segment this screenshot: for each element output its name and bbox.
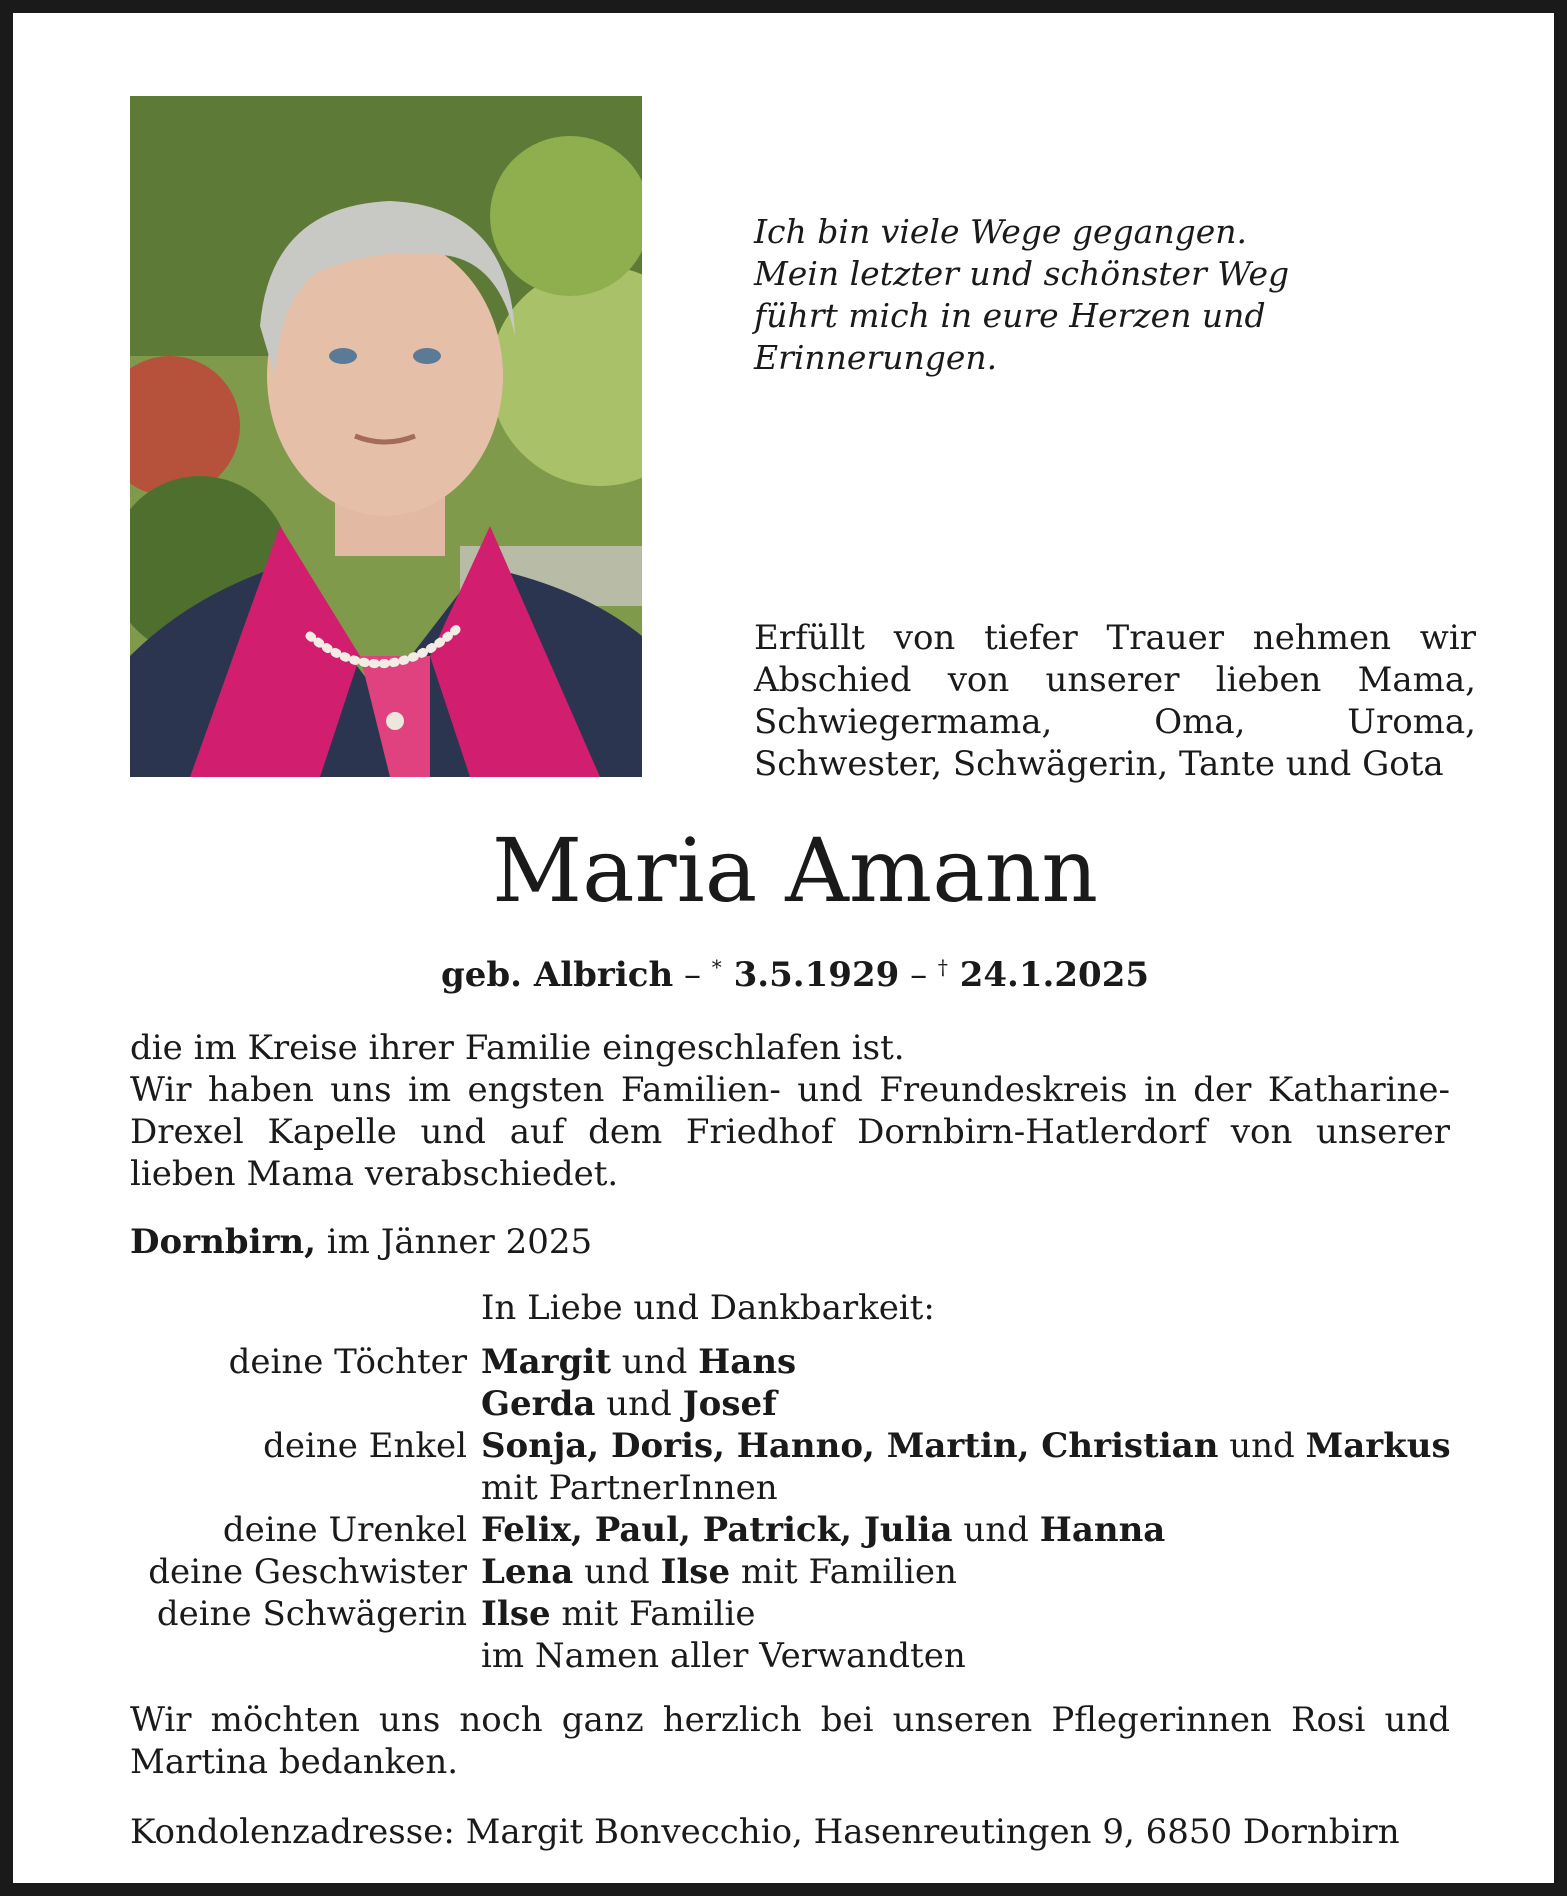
birth-date: 3.5.1929 (733, 955, 900, 995)
signature-row (130, 1635, 1470, 1677)
connector-text: und (1218, 1426, 1306, 1466)
relative-name: Ilse (481, 1594, 551, 1634)
quote-line: Erinnerungen. (754, 338, 998, 377)
connector-text: mit PartnerInnen (481, 1468, 778, 1508)
quote-line: Ich bin viele Wege gegangen. (754, 212, 1247, 251)
relative-name: Markus (1305, 1426, 1451, 1466)
death-symbol: † (937, 955, 948, 979)
relative-name: Hans (698, 1342, 797, 1382)
death-date: 24.1.2025 (959, 955, 1150, 995)
portrait-photo (130, 96, 642, 777)
connector-text: und (595, 1384, 683, 1424)
relative-name: Gerda (481, 1384, 596, 1424)
relatives-names (481, 1383, 777, 1425)
dates-separator: – (673, 955, 712, 995)
body-line: die im Kreise ihrer Familie eingeschlafen ist. (130, 1028, 905, 1068)
quote-line: führt mich in eure Herzen und (754, 296, 1266, 335)
intro-text: Erfüllt von tiefer Trauer nehmen wir Abschied von unserer lieben Mama, Schwiegermama, Oma, Uroma, Schwester, Schwägerin, Tante und Gota (754, 618, 1476, 784)
connector-text: im Namen aller Verwandten (481, 1636, 966, 1676)
condolence-address: Kondolenzadresse: Margit Bonvecchio, Hasenreutingen 9, 6850 Dornbirn (130, 1812, 1400, 1852)
relation-label: deine Enkel (263, 1426, 467, 1466)
life-dates (130, 945, 1460, 997)
relation-label: deine Töchter (228, 1342, 467, 1382)
signature-row (130, 1341, 1470, 1383)
signature-row (130, 1425, 1470, 1467)
relation-label: deine Geschwister (148, 1552, 467, 1592)
relative-name: Margit (481, 1342, 611, 1382)
relation-label (130, 1467, 481, 1509)
portrait-illustration (130, 96, 642, 777)
body-paragraph: Wir haben uns im engsten Familien- und Freundeskreis in der Katharine-Drexel Kapelle und auf dem Friedhof Dornbirn-Hatlerdorf von unserer lieben Mama verabschiedet. (130, 1070, 1450, 1194)
relative-name: Sonja, Doris, Hanno, Martin, Christian (481, 1426, 1219, 1466)
signature-row (130, 1551, 1470, 1593)
relation-label (130, 1635, 481, 1677)
relatives-names (481, 1635, 966, 1677)
connector-text: und (952, 1510, 1040, 1550)
relatives-names (481, 1425, 1451, 1467)
relative-name: Lena (481, 1552, 574, 1592)
connector-text: und (610, 1342, 699, 1382)
relatives-names (481, 1341, 796, 1383)
relatives-names (481, 1551, 957, 1593)
relatives-names (481, 1509, 1165, 1551)
deceased-name: Maria Amann (491, 819, 1099, 922)
relation-label (130, 1383, 481, 1425)
memorial-quote (754, 211, 1314, 379)
quote-line: Mein letzter und schönster Weg (754, 254, 1290, 293)
place-city: Dornbirn, (130, 1222, 316, 1262)
signature-list (130, 1341, 1470, 1677)
place-date-text: im Jänner 2025 (315, 1222, 593, 1262)
thanks-text: Wir möchten uns noch ganz herzlich bei unseren Pflegerinnen Rosi und Martina bedanken. (130, 1700, 1450, 1782)
connector-text: und (573, 1552, 661, 1592)
relation-label: deine Urenkel (222, 1510, 467, 1550)
signature-row (130, 1593, 1470, 1635)
birth-name: geb. Albrich (440, 955, 674, 995)
relative-name: Hanna (1039, 1510, 1166, 1550)
dates-separator: – (899, 955, 938, 995)
relatives-names (481, 1593, 756, 1635)
signature-row (130, 1383, 1470, 1425)
connector-text: mit Familien (730, 1552, 957, 1592)
relatives-names (481, 1467, 778, 1509)
signature-header: In Liebe und Dankbarkeit: (481, 1288, 935, 1328)
relative-name: Ilse (660, 1552, 731, 1592)
relation-label: deine Schwägerin (156, 1594, 467, 1634)
relative-name: Felix, Paul, Patrick, Julia (481, 1510, 953, 1550)
place-date (130, 1221, 592, 1263)
signature-row (130, 1467, 1470, 1509)
relative-name: Josef (682, 1384, 777, 1424)
connector-text: mit Familie (550, 1594, 756, 1634)
announcement-body (130, 1027, 1450, 1195)
birth-symbol: * (711, 955, 722, 979)
signature-row (130, 1509, 1470, 1551)
